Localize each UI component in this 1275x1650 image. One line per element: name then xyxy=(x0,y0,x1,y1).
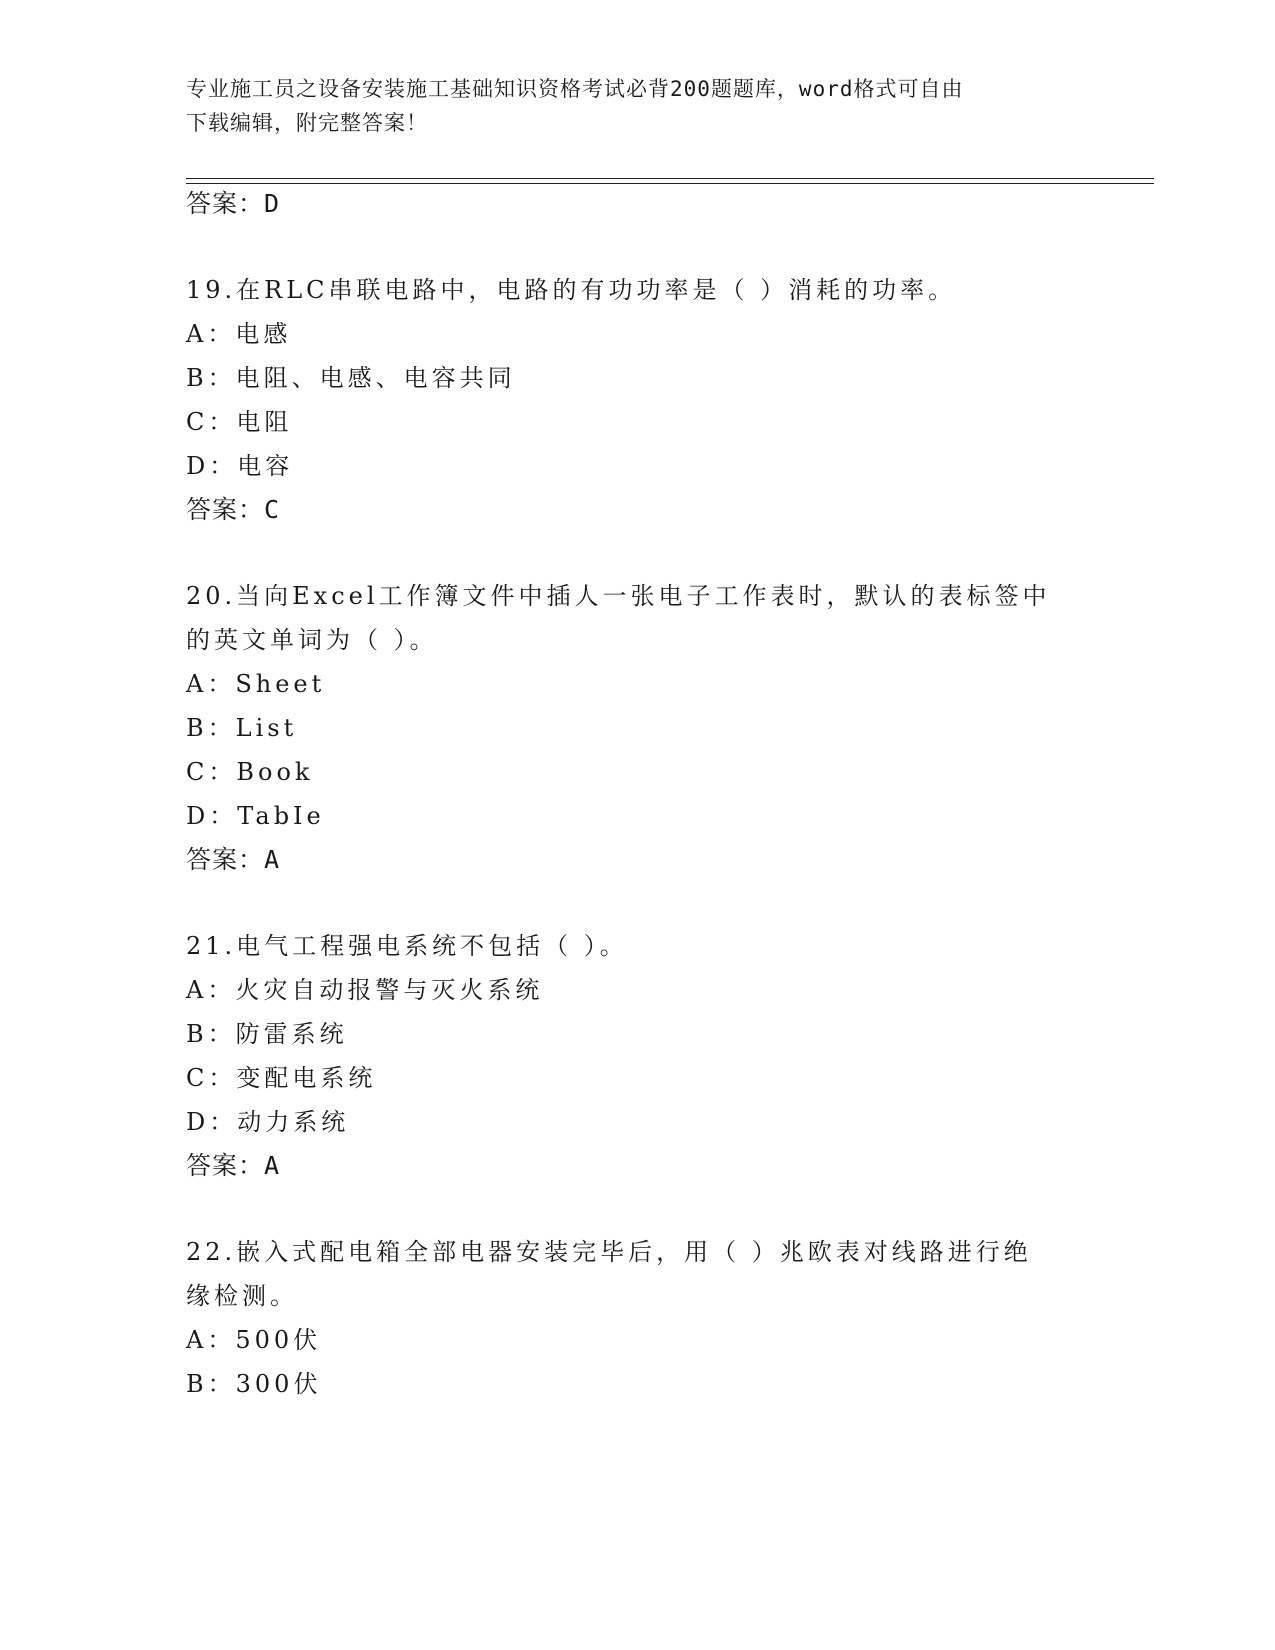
question-19-answer: 答案：C xyxy=(186,495,281,524)
question-21-option-c: C：变配电系统 xyxy=(186,1064,377,1092)
question-21-text: 21.电气工程强电系统不包括（ ）。 xyxy=(186,932,628,960)
question-19-option-c: C：电阻 xyxy=(186,408,293,436)
header-line-1: 专业施工员之设备安装施工基础知识资格考试必背200题题库，word格式可自由 xyxy=(186,77,964,101)
question-21-option-a: A：火灾自动报警与灭火系统 xyxy=(186,976,544,1004)
question-19-option-a: A：电感 xyxy=(186,320,292,348)
question-20-answer: 答案：A xyxy=(186,845,281,874)
question-22-option-b: B：300伏 xyxy=(186,1370,322,1398)
question-20-text-line-2: 的英文单词为（ ）。 xyxy=(186,626,438,654)
header-divider-bottom xyxy=(186,183,1154,184)
question-19-option-d: D：电容 xyxy=(186,452,294,480)
question-21-option-b: B：防雷系统 xyxy=(186,1020,348,1048)
question-22-text-line-2: 缘检测。 xyxy=(186,1282,298,1310)
header-divider-top xyxy=(186,178,1154,179)
question-22-option-a: A：500伏 xyxy=(186,1326,322,1354)
question-20-option-b: B：List xyxy=(186,714,298,742)
question-20-option-c: C：Book xyxy=(186,758,314,786)
question-19-text: 19.在RLC串联电路中，电路的有功功率是（ ）消耗的功率。 xyxy=(186,276,957,304)
question-21-answer: 答案：A xyxy=(186,1151,281,1180)
question-20-option-d: D：TabIe xyxy=(186,802,325,830)
question-20-option-a: A：Sheet xyxy=(186,670,326,698)
question-22-text-line-1: 22.嵌入式配电箱全部电器安装完毕后，用（ ）兆欧表对线路进行绝 xyxy=(186,1238,1032,1266)
document-header xyxy=(186,72,1086,140)
question-19-option-b: B：电阻、电感、电容共同 xyxy=(186,364,516,392)
header-line-2: 下载编辑，附完整答案！ xyxy=(186,111,428,135)
question-20-text-line-1: 20.当向Excel工作簿文件中插人一张电子工作表时，默认的表标签中 xyxy=(186,582,1051,610)
question-21-option-d: D：动力系统 xyxy=(186,1108,350,1136)
previous-answer: 答案：D xyxy=(186,189,281,218)
